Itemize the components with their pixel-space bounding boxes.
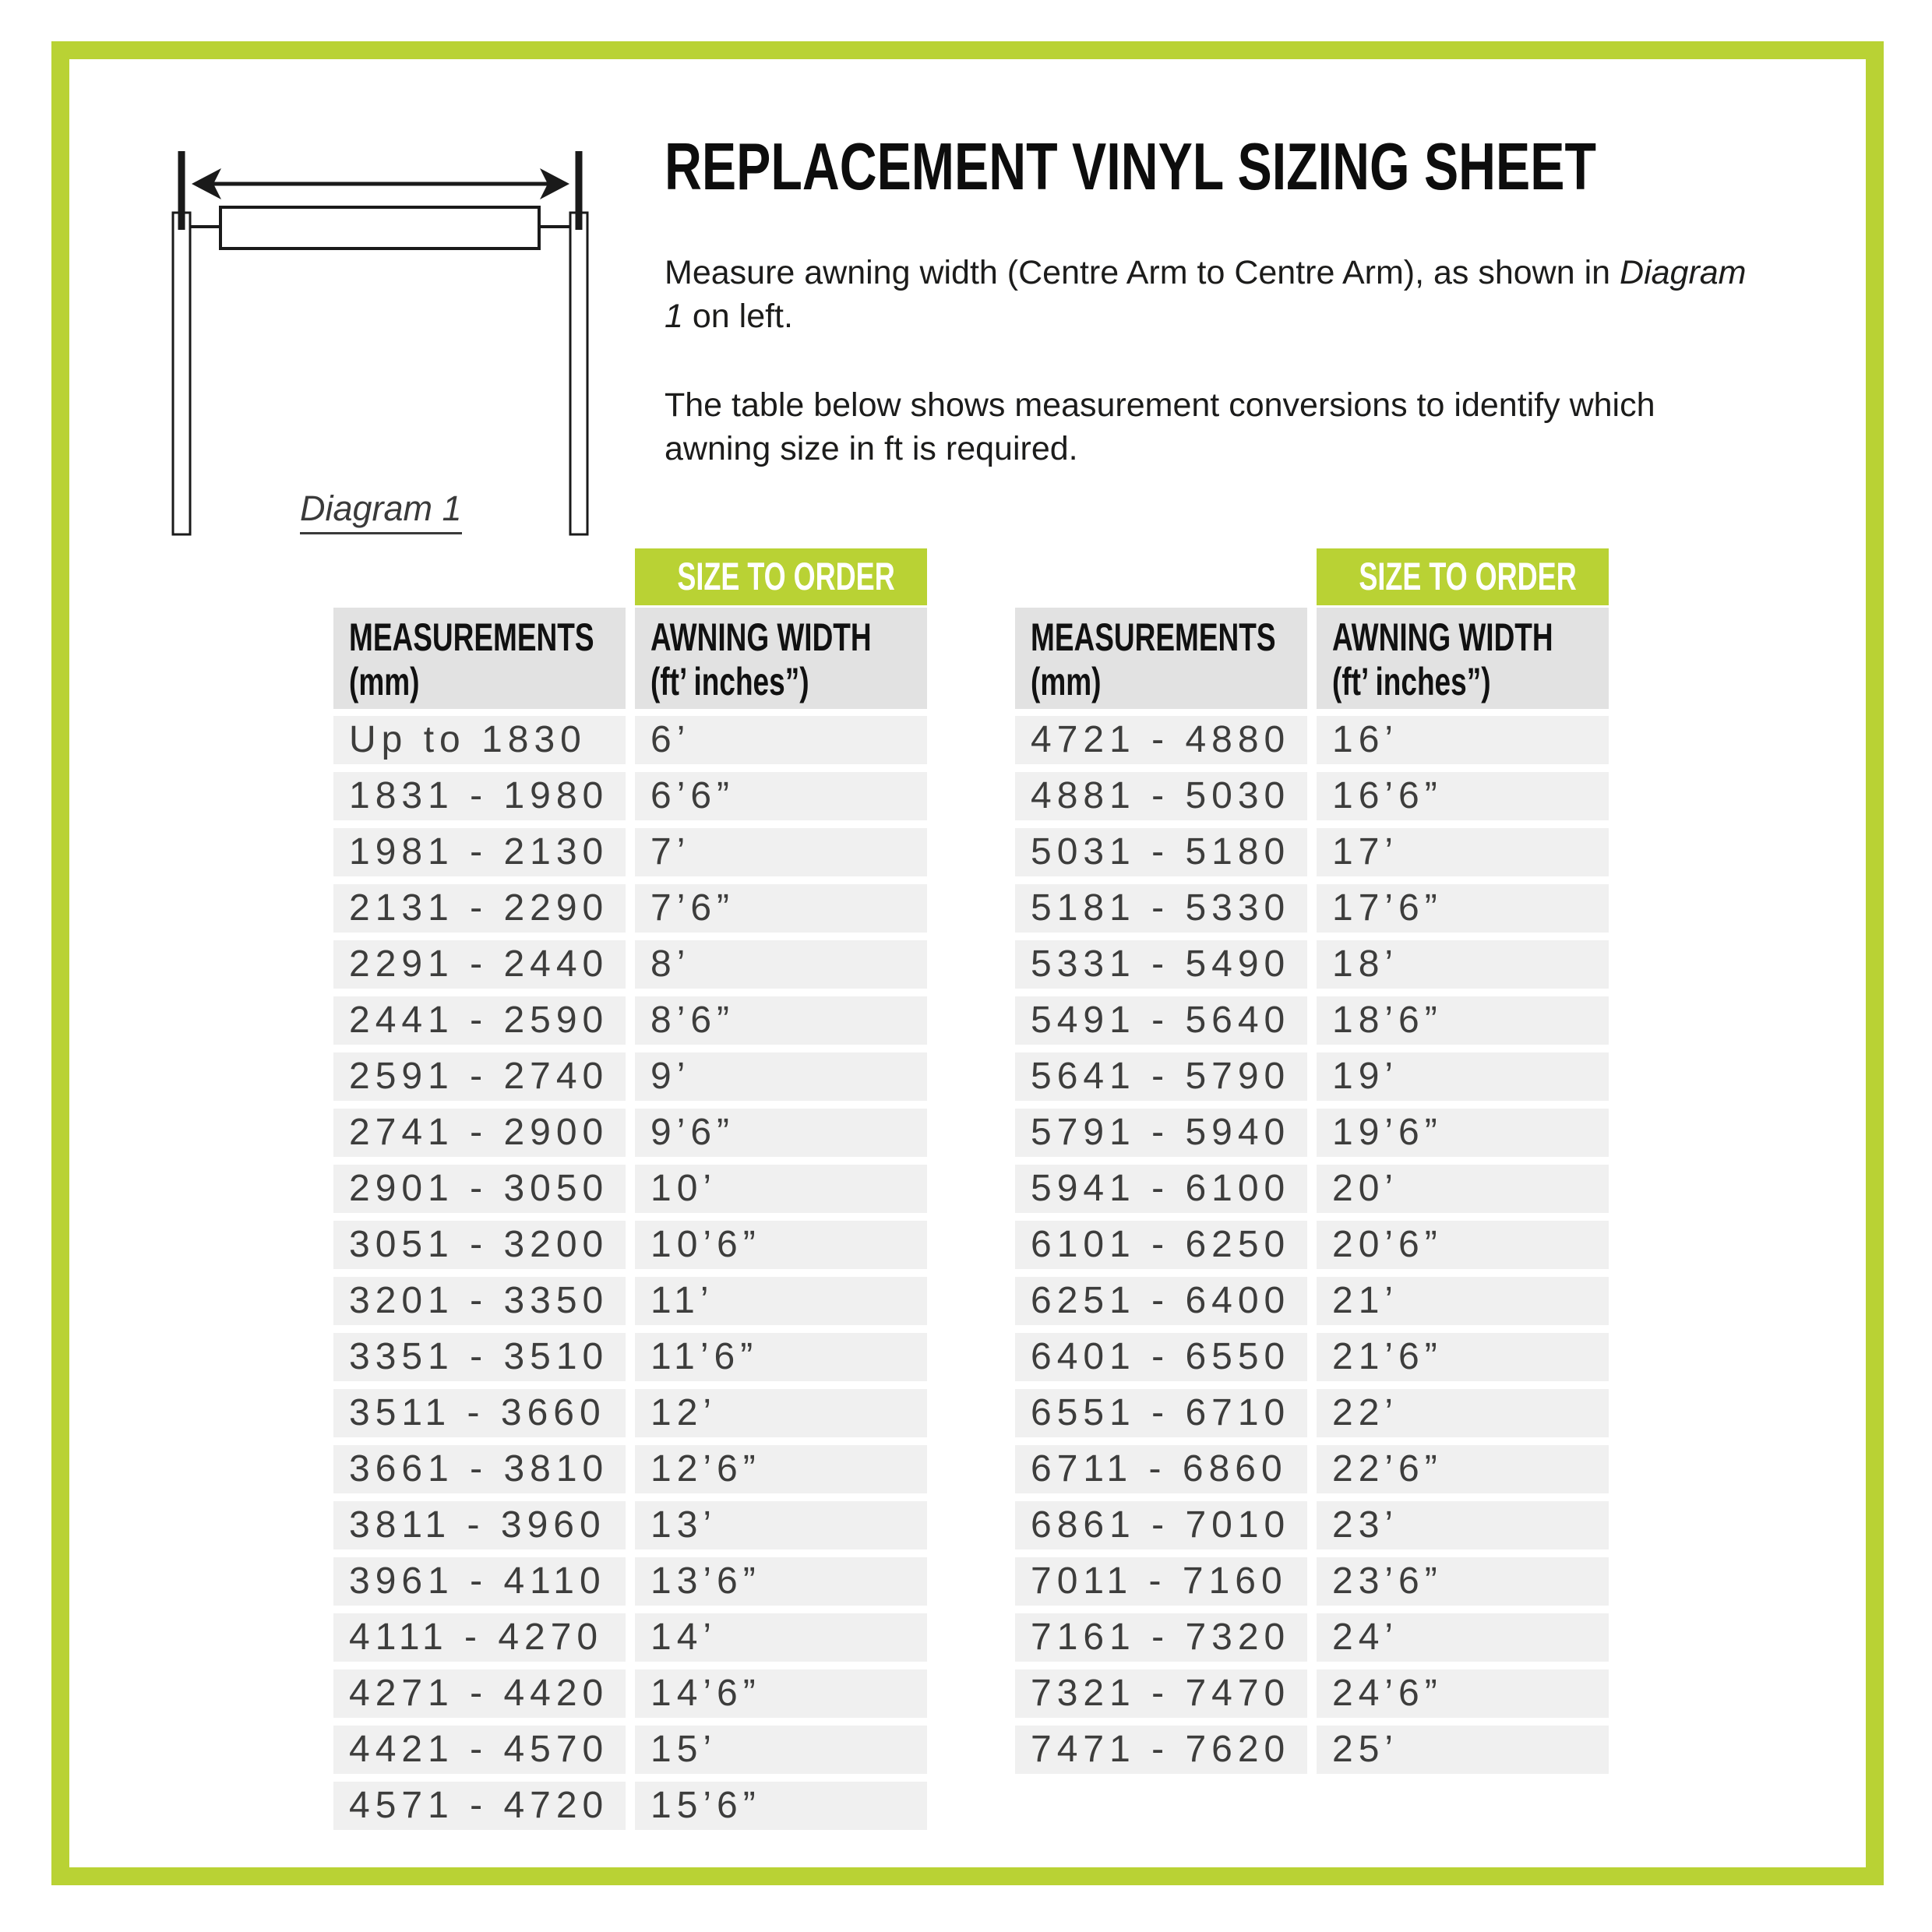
- page-title: REPLACEMENT VINYL SIZING SHEET: [665, 130, 1596, 204]
- awning-width-cell: 13’6”: [635, 1557, 927, 1606]
- table-row: [1015, 1389, 1609, 1437]
- table-row: [333, 1613, 927, 1662]
- measurement-mm-cell: 6711 - 6860: [1015, 1445, 1307, 1493]
- awning-width-cell: 24’6”: [1317, 1669, 1609, 1718]
- intro-p1-diagram-ref: Diagram 1: [665, 254, 1747, 335]
- table-row: [1015, 1501, 1609, 1549]
- awning-width-cell: 23’: [1317, 1501, 1609, 1549]
- table-row: [333, 828, 927, 876]
- measurement-mm-cell: 5331 - 5490: [1015, 940, 1307, 989]
- table-row: [1015, 1165, 1609, 1213]
- measurement-mm-cell: 7471 - 7620: [1015, 1726, 1307, 1774]
- header-line: (mm): [349, 660, 420, 703]
- measurement-mm-cell: 4881 - 5030: [1015, 772, 1307, 820]
- band-spacer: [1015, 548, 1307, 605]
- awning-width-cell: 12’6”: [635, 1445, 927, 1493]
- measurement-mm-cell: 2291 - 2440: [333, 940, 626, 989]
- table-row: [333, 1277, 927, 1325]
- awning-width-cell: 17’: [1317, 828, 1609, 876]
- awning-width-cell: 8’6”: [635, 996, 927, 1045]
- awning-width-cell: 13’: [635, 1501, 927, 1549]
- header-line: AWNING WIDTH: [650, 615, 872, 659]
- table-body-right: [1015, 716, 1609, 1774]
- awning-width-cell: 14’: [635, 1613, 927, 1662]
- measurement-mm-cell: 5491 - 5640: [1015, 996, 1307, 1045]
- size-to-order-row-right: [1015, 548, 1609, 605]
- table-row: [1015, 1333, 1609, 1381]
- table-row: [1015, 1277, 1609, 1325]
- measurement-mm-cell: 4111 - 4270: [333, 1613, 626, 1662]
- intro-p1-before: Measure awning width (Centre Arm to Centre Arm), as shown in: [665, 254, 1620, 291]
- table-row: [333, 1445, 927, 1493]
- header-line: (mm): [1031, 660, 1102, 703]
- table-row: [333, 1333, 927, 1381]
- awning-width-cell: 25’: [1317, 1726, 1609, 1774]
- header-line: (ft’ inches”): [1332, 660, 1491, 703]
- measurement-mm-cell: 4571 - 4720: [333, 1782, 626, 1830]
- table-row: [333, 1052, 927, 1101]
- measurement-mm-cell: 3811 - 3960: [333, 1501, 626, 1549]
- table-row: [333, 1389, 927, 1437]
- awning-width-cell: 10’6”: [635, 1221, 927, 1269]
- table-row: [333, 1501, 927, 1549]
- measurement-mm-cell: 4721 - 4880: [1015, 716, 1307, 764]
- table-header-right: [1015, 608, 1609, 709]
- table-row: [333, 1782, 927, 1830]
- awning-width-cell: 20’: [1317, 1165, 1609, 1213]
- awning-width-cell: 6’: [635, 716, 927, 764]
- table-row: [1015, 1726, 1609, 1774]
- measurement-mm-cell: 6101 - 6250: [1015, 1221, 1307, 1269]
- awning-width-diagram: [132, 125, 600, 561]
- right-centre-arm-mark: [576, 151, 583, 230]
- awning-width-cell: 6’6”: [635, 772, 927, 820]
- table-row: [1015, 940, 1609, 989]
- awning-width-cell: 10’: [635, 1165, 927, 1213]
- measurement-mm-cell: 5031 - 5180: [1015, 828, 1307, 876]
- awning-width-cell: 11’: [635, 1277, 927, 1325]
- measurement-mm-cell: 2131 - 2290: [333, 884, 626, 933]
- header-line: AWNING WIDTH: [1332, 615, 1553, 659]
- table-row: [333, 716, 927, 764]
- measurement-mm-cell: Up to 1830: [333, 716, 626, 764]
- awning-width-cell: 9’6”: [635, 1109, 927, 1157]
- measurement-mm-cell: 7011 - 7160: [1015, 1557, 1307, 1606]
- table-row: [1015, 716, 1609, 764]
- header-line: MEASUREMENTS: [1031, 615, 1276, 659]
- table-row: [1015, 1613, 1609, 1662]
- sizing-table-right: [1015, 548, 1609, 1782]
- awning-width-cell: 14’6”: [635, 1669, 927, 1718]
- table-row: [333, 1165, 927, 1213]
- table-row: [333, 996, 927, 1045]
- measurement-mm-cell: 3201 - 3350: [333, 1277, 626, 1325]
- size-to-order-banner: SIZE TO ORDER: [1317, 548, 1609, 605]
- awning-width-cell: 20’6”: [1317, 1221, 1609, 1269]
- measurement-mm-cell: 2441 - 2590: [333, 996, 626, 1045]
- awning-width-cell: 15’: [635, 1726, 927, 1774]
- measurement-mm-cell: 7161 - 7320: [1015, 1613, 1307, 1662]
- table-row: [1015, 996, 1609, 1045]
- intro-paragraph-measure: [665, 251, 1755, 338]
- table-row: [333, 1669, 927, 1718]
- awning-width-header: [635, 608, 927, 709]
- awning-width-cell: 21’: [1317, 1277, 1609, 1325]
- table-row: [333, 772, 927, 820]
- measurement-mm-cell: 5941 - 6100: [1015, 1165, 1307, 1213]
- measurement-mm-cell: 4421 - 4570: [333, 1726, 626, 1774]
- measurements-header: [333, 608, 626, 709]
- intro-p1-after: on left.: [682, 298, 793, 335]
- awning-width-cell: 9’: [635, 1052, 927, 1101]
- right-arm-post: [570, 213, 587, 534]
- measurement-mm-cell: 6251 - 6400: [1015, 1277, 1307, 1325]
- awning-width-cell: 23’6”: [1317, 1557, 1609, 1606]
- intro-text: [665, 251, 1755, 516]
- roller-tube: [220, 207, 539, 249]
- width-measure-arrow: [192, 168, 569, 199]
- awning-width-cell: 7’: [635, 828, 927, 876]
- table-row: [1015, 1669, 1609, 1718]
- left-arm-post: [173, 213, 190, 534]
- table-row: [1015, 1557, 1609, 1606]
- awning-width-cell: 24’: [1317, 1613, 1609, 1662]
- table-row: [333, 940, 927, 989]
- size-to-order-row-left: [333, 548, 927, 605]
- table-row: [1015, 1445, 1609, 1493]
- measurement-mm-cell: 6861 - 7010: [1015, 1501, 1307, 1549]
- awning-width-cell: 16’6”: [1317, 772, 1609, 820]
- table-header-left: [333, 608, 927, 709]
- table-body-left: [333, 716, 927, 1830]
- table-row: [1015, 1052, 1609, 1101]
- awning-width-cell: 16’: [1317, 716, 1609, 764]
- measurement-mm-cell: 3961 - 4110: [333, 1557, 626, 1606]
- table-row: [333, 1726, 927, 1774]
- measurement-mm-cell: 5641 - 5790: [1015, 1052, 1307, 1101]
- awning-width-cell: 19’: [1317, 1052, 1609, 1101]
- table-row: [1015, 828, 1609, 876]
- measurement-mm-cell: 1831 - 1980: [333, 772, 626, 820]
- band-spacer: [333, 548, 626, 605]
- measurement-mm-cell: 2741 - 2900: [333, 1109, 626, 1157]
- awning-width-cell: 18’: [1317, 940, 1609, 989]
- header-line: MEASUREMENTS: [349, 615, 594, 659]
- awning-width-cell: 12’: [635, 1389, 927, 1437]
- measurements-header: [1015, 608, 1307, 709]
- measurement-mm-cell: 2591 - 2740: [333, 1052, 626, 1101]
- diagram-caption: Diagram 1: [300, 488, 462, 534]
- header-line: (ft’ inches”): [650, 660, 809, 703]
- intro-paragraph-table: The table below shows measurement conversions to identify which awning size in ft is required.: [665, 386, 1655, 467]
- measurement-mm-cell: 6551 - 6710: [1015, 1389, 1307, 1437]
- awning-width-cell: 19’6”: [1317, 1109, 1609, 1157]
- awning-width-cell: 8’: [635, 940, 927, 989]
- awning-width-cell: 18’6”: [1317, 996, 1609, 1045]
- table-row: [1015, 884, 1609, 933]
- measurement-mm-cell: 3661 - 3810: [333, 1445, 626, 1493]
- awning-width-cell: 11’6”: [635, 1333, 927, 1381]
- measurement-mm-cell: 3511 - 3660: [333, 1389, 626, 1437]
- awning-width-cell: 22’: [1317, 1389, 1609, 1437]
- measurement-mm-cell: 3051 - 3200: [333, 1221, 626, 1269]
- table-row: [1015, 1221, 1609, 1269]
- awning-width-cell: 7’6”: [635, 884, 927, 933]
- measurement-mm-cell: 5181 - 5330: [1015, 884, 1307, 933]
- measurement-mm-cell: 7321 - 7470: [1015, 1669, 1307, 1718]
- left-centre-arm-mark: [178, 151, 185, 230]
- measurement-mm-cell: 2901 - 3050: [333, 1165, 626, 1213]
- sizing-table-left: [333, 548, 927, 1838]
- awning-width-cell: 17’6”: [1317, 884, 1609, 933]
- table-row: [333, 1557, 927, 1606]
- awning-width-cell: 15’6”: [635, 1782, 927, 1830]
- measurement-mm-cell: 4271 - 4420: [333, 1669, 626, 1718]
- table-row: [333, 1221, 927, 1269]
- measurement-mm-cell: 3351 - 3510: [333, 1333, 626, 1381]
- size-to-order-banner: SIZE TO ORDER: [635, 548, 927, 605]
- table-row: [333, 884, 927, 933]
- awning-width-header: [1317, 608, 1609, 709]
- awning-width-cell: 21’6”: [1317, 1333, 1609, 1381]
- table-row: [1015, 772, 1609, 820]
- table-row: [333, 1109, 927, 1157]
- measurement-mm-cell: 5791 - 5940: [1015, 1109, 1307, 1157]
- measurement-mm-cell: 1981 - 2130: [333, 828, 626, 876]
- awning-width-cell: 22’6”: [1317, 1445, 1609, 1493]
- table-row: [1015, 1109, 1609, 1157]
- measurement-mm-cell: 6401 - 6550: [1015, 1333, 1307, 1381]
